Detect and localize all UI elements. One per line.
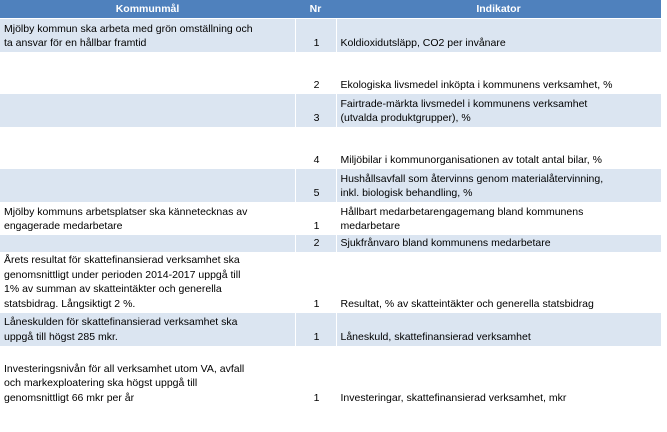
nr-cell: 1 <box>295 202 336 235</box>
table-row <box>0 52 661 94</box>
table-row <box>0 169 661 202</box>
nr-cell: 3 <box>295 94 336 127</box>
table-row <box>0 235 661 252</box>
table-row <box>0 346 661 407</box>
indicator-cell: Hushållsavfall som återvinns genom materialåtervinning, inkl. biologisk behandling, % <box>336 169 661 202</box>
table-row <box>0 252 661 313</box>
nr-cell: 4 <box>295 127 336 169</box>
indicator-cell: Miljöbilar i kommunorganisationen av totalt antal bilar, % <box>336 127 661 169</box>
nr-cell: 2 <box>295 52 336 94</box>
goal-cell <box>0 94 295 127</box>
indicator-cell: Investeringar, skattefinansierad verksamhet, mkr <box>336 346 661 407</box>
table-row <box>0 202 661 235</box>
goal-cell: Mjölby kommuns arbetsplatser ska kännetecknas av engagerade medarbetare <box>0 202 295 235</box>
nr-cell: 2 <box>295 235 336 252</box>
header-nr: Nr <box>295 0 336 19</box>
indicator-cell: Ekologiska livsmedel inköpta i kommunens verksamhet, % <box>336 52 661 94</box>
nr-cell: 5 <box>295 169 336 202</box>
table-row <box>0 19 661 53</box>
goal-cell: Investeringsnivån för all verksamhet utom VA, avfall och markexploatering ska högst uppgå till genomsnittligt 66 mkr per år <box>0 346 295 407</box>
header-row <box>0 0 661 19</box>
goal-cell: Låneskulden för skattefinansierad verksamhet ska uppgå till högst 285 mkr. <box>0 313 295 346</box>
nr-cell: 1 <box>295 313 336 346</box>
indicator-cell: Koldioxidutsläpp, CO2 per invånare <box>336 19 661 53</box>
goal-cell <box>0 169 295 202</box>
indicator-cell: Sjukfrånvaro bland kommunens medarbetare <box>336 235 661 252</box>
header-goal: Kommunmål <box>0 0 295 19</box>
table-row <box>0 127 661 169</box>
goal-cell: Årets resultat för skattefinansierad verksamhet ska genomsnittligt under perioden 2014-2017 uppgå till 1% av summan av skatteintäkter och generella statsbidrag. Långsiktigt 2 %. <box>0 252 295 313</box>
goal-cell <box>0 235 295 252</box>
goal-cell <box>0 52 295 94</box>
table-row <box>0 94 661 127</box>
indicator-cell: Hållbart medarbetarengagemang bland kommunens medarbetare <box>336 202 661 235</box>
indicator-cell: Fairtrade-märkta livsmedel i kommunens verksamhet (utvalda produktgrupper), % <box>336 94 661 127</box>
goal-cell: Mjölby kommun ska arbeta med grön omställning och ta ansvar för en hållbar framtid <box>0 19 295 53</box>
goal-cell <box>0 127 295 169</box>
nr-cell: 1 <box>295 346 336 407</box>
indicator-cell: Resultat, % av skatteintäkter och generella statsbidrag <box>336 252 661 313</box>
header-indicator: Indikator <box>336 0 661 19</box>
nr-cell: 1 <box>295 252 336 313</box>
table-row <box>0 313 661 346</box>
indicator-cell: Låneskuld, skattefinansierad verksamhet <box>336 313 661 346</box>
nr-cell: 1 <box>295 19 336 53</box>
